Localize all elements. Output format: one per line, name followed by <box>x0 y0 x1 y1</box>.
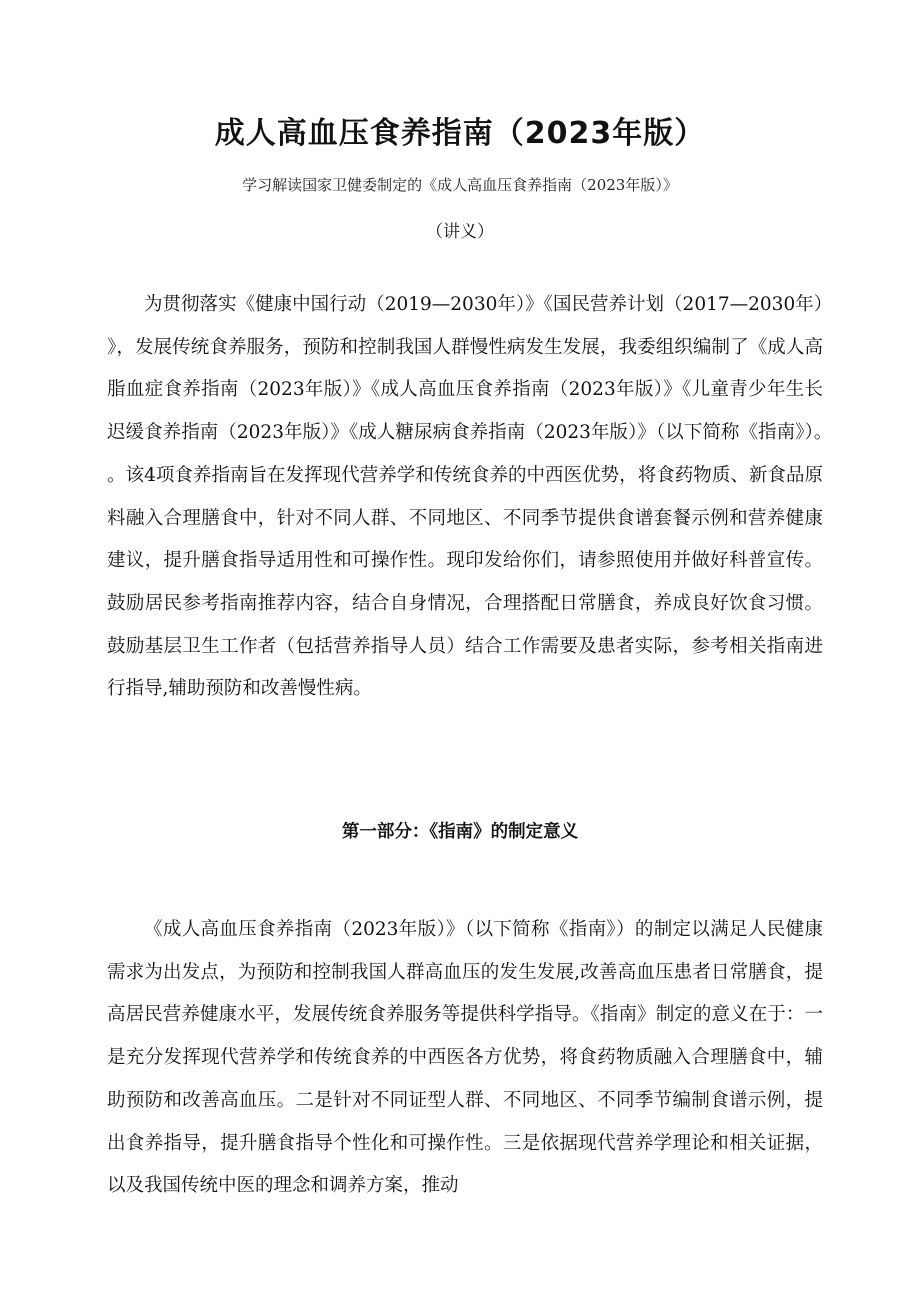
intro-paragraph: 为贯彻落实《健康中国行动（2019—2030年）》《国民营养计划（2017—2030年）》，发展传统食养服务，预防和控制我国人群慢性病发生发展，我委组织编制了《成人高脂血症食养指南（2023年版）》《成人高血压食养指南（2023年版）》《儿童青少年生长迟缓食养指南（2023年版）》《成人糖尿病食养指南（2023年版）》（以下简称《指南》）。。该4项食养指南旨在发挥现代营养学和传统食养的中西医优势，将食药物质、新食品原料融入合理膳食中，针对不同人群、不同地区、不同季节提供食谱套餐示例和营养健康建议，提升膳食指导适用性和可操作性。现印发给你们，请参照使用并做好科普宣传。鼓励居民参考指南推荐内容，结合自身情况，合理搭配日常膳食，养成良好饮食习惯。鼓励基层卫生工作者（包括营养指导人员）结合工作需要及患者实际，参考相关指南进行指导,辅助预防和改善慢性病。 <box>107 294 823 700</box>
document-note: （讲义） <box>426 222 494 242</box>
section-paragraph: 《成人高血压食养指南（2023年版）》（以下简称《指南》）的制定以满足人民健康需求为出发点，为预防和控制我国人群高血压的发生发展,改善高血压患者日常膳食，提高居民营养健康水平，发展传统食养服务等提供科学指导。《指南》制定的意义在于：一是充分发挥现代营养学和传统食养的中西医各方优势，将食药物质融入合理膳食中，辅助预防和改善高血压。二是针对不同证型人群、不同地区、不同季节编制食谱示例，提出食养指导，提升膳食指导个性化和可操作性。三是依据现代营养学理论和相关证据，以及我国传统中医的理念和调养方案，推动 <box>107 919 823 1197</box>
section-heading: 第一部分：《指南》的制定意义 <box>341 822 579 842</box>
document-subtitle: 学习解读国家卫健委制定的《成人高血压食养指南（2023年版）》 <box>242 176 678 194</box>
document-title: 成人高血压食养指南（2023年版） <box>214 116 706 151</box>
